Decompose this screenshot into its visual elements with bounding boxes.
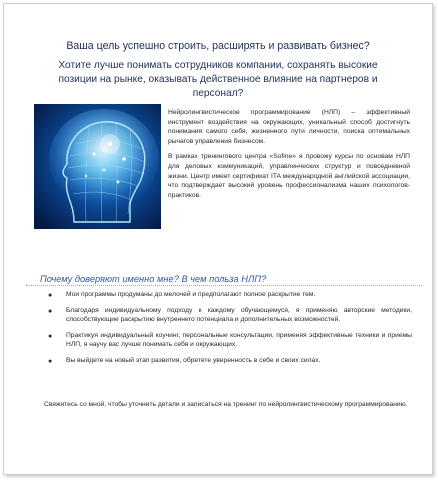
list-item-text: Практикуя индивидуальный коучинг, персональные консультации, применяя эффективные техники и приемы НЛП, я научу вас лучше понимать себя и окружающих. — [66, 331, 412, 349]
list-item — [48, 356, 412, 366]
intro-paragraph: Нейролингвистическое программирование (НЛП) – эффективный инструмент воздействия на окружающих, уникальный способ достигнуть понимания самого себя, жизненного пути личности, поиска оптимальных рычагов управления бизнесом. — [168, 109, 410, 145]
list-item-text: Мои программы продуманы до мелочей и предполагают полное раскрытие тем. — [66, 291, 316, 298]
bullet-icon: ● — [48, 357, 53, 365]
list-item — [48, 290, 412, 300]
list-item-text: Благодаря индивидуальному подходу к каждому обучающемуся, я применяю авторские методики, способствующие раскрытию внутреннего потенциала и дополнительных возможностей. — [66, 306, 412, 324]
intro-paragraph: В рамках тренингового центра «Sofine» я провожу курсы по основам НЛП для деловых коммуникаций, управленческих структур и повседневной жизни. Центр имеет сертификат ITA международной английской ассоциации, что подтверждает высокий уровень профессионализма наших психологов-практиков. — [168, 153, 410, 199]
list-item — [48, 331, 412, 350]
bullet-icon: ● — [48, 307, 53, 315]
divider — [26, 285, 422, 287]
bullet-icon: ● — [48, 332, 53, 340]
glowing-head-network-icon — [34, 104, 161, 229]
list-item — [48, 306, 412, 325]
hero-image — [34, 104, 161, 229]
closing-paragraph: Свяжитесь со мной, чтобы уточнить детали и записаться на тренинг по нейролингвистическому программированию. — [44, 401, 408, 408]
benefits-list — [48, 290, 412, 372]
page-subtitle: Хотите лучше понимать сотрудников компании, сохранять высокие позиции на рынке, оказывать действенное влияние на партнеров и персонал? — [58, 60, 378, 99]
bullet-icon: ● — [48, 292, 53, 299]
page-title: Ваша цель успешно строить, расширять и развивать бизнес? — [66, 40, 370, 52]
document-page — [3, 3, 433, 475]
list-item-text: Вы выйдете на новый этап развития, обретете уверенность в себе и своих силах. — [66, 356, 321, 364]
benefits-heading: Почему доверяют именно мне? В чем польза НЛП? — [40, 274, 267, 284]
intro-text — [168, 108, 410, 206]
